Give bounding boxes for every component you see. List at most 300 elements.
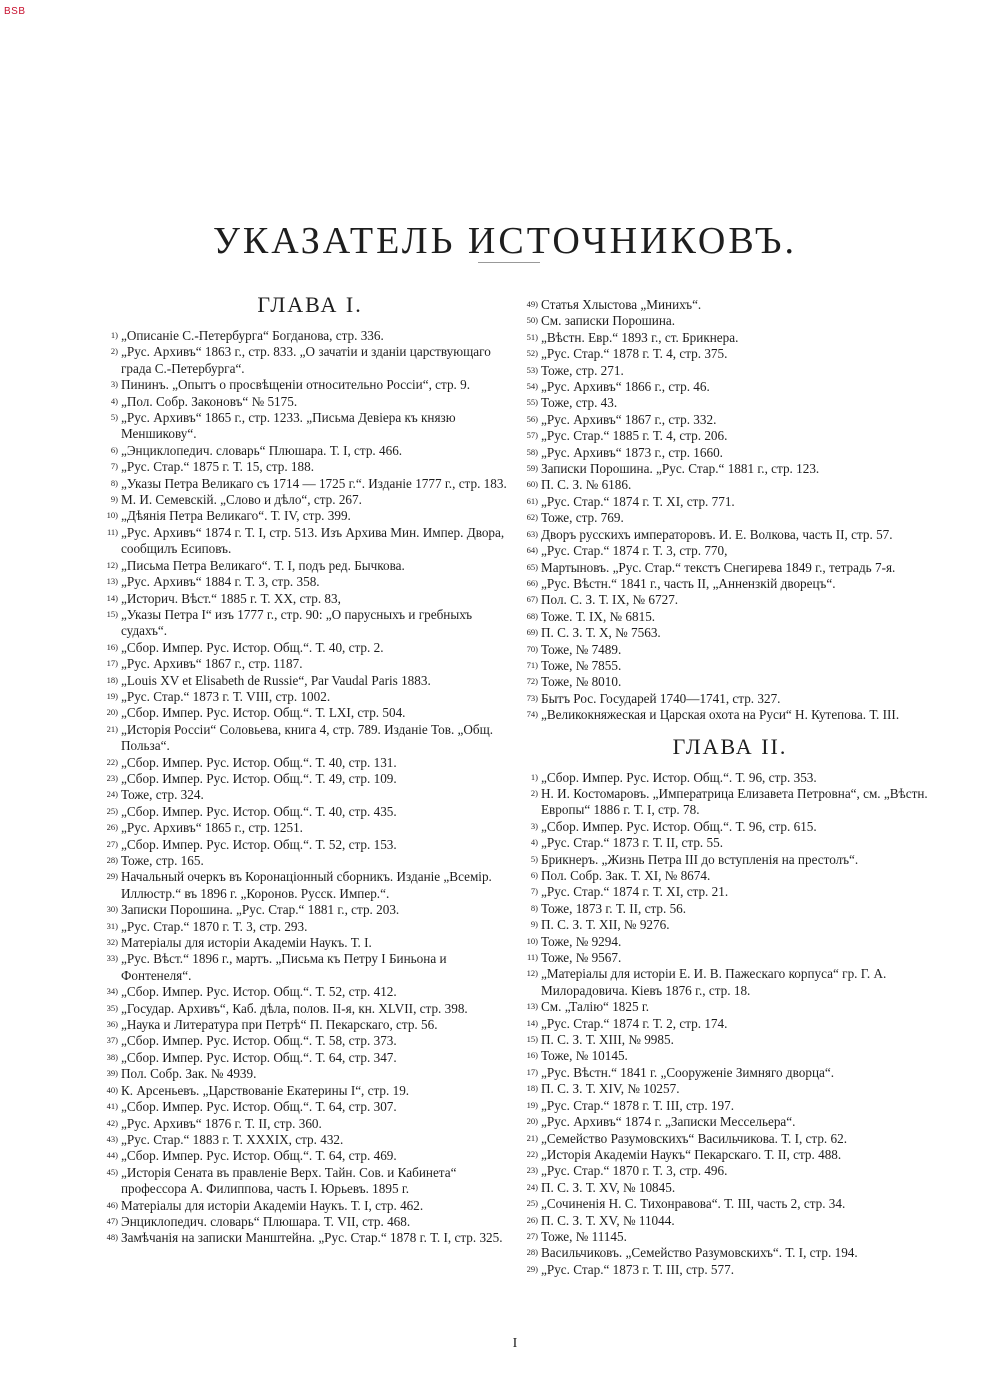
footnote-number: 22): [526, 1148, 538, 1159]
footnote-number: 12): [526, 968, 538, 979]
reference-text: „Louis XV et Elisabeth de Russie“, Par Vaudal Paris 1883.: [121, 672, 431, 688]
reference-entry: [520, 917, 940, 933]
footnote-number: 24): [526, 1181, 538, 1192]
footnote-number: 2): [110, 346, 118, 357]
reference-text: Пол. Собр. Зак. № 4939.: [121, 1066, 257, 1082]
reference-text: П. С. З. № 6186.: [541, 477, 632, 493]
reference-entry: [100, 492, 510, 508]
reference-entry: [100, 1033, 510, 1049]
reference-entry: [520, 1032, 940, 1048]
reference-text: „Рус. Архивъ“ 1876 г. Т. II, стр. 360.: [121, 1115, 322, 1131]
footnote-number: 49): [526, 299, 538, 309]
footnote-number: 25): [526, 1198, 538, 1209]
reference-entry: [100, 1099, 510, 1115]
reference-entry: [520, 770, 940, 786]
reference-entry: [100, 820, 510, 836]
footnote-number: 43): [106, 1133, 118, 1144]
reference-entry: [100, 1198, 510, 1214]
reference-entry: [520, 819, 940, 835]
reference-entry: [100, 1230, 510, 1246]
reference-text: „Рус. Стар.“ 1878 г. Т. III, стр. 197.: [541, 1097, 734, 1113]
reference-entry: [520, 527, 940, 543]
reference-text: „Описаніе С.-Петербурга“ Богданова, стр. 336.: [121, 328, 384, 343]
reference-entry: [100, 525, 510, 558]
reference-entry: [100, 837, 510, 853]
reference-text: Н. И. Костомаровъ. „Императрица Елизавета Петровна“, см. „Вѣстн. Европы“ 1886 г. Т. I, стр. 78.: [541, 785, 928, 818]
reference-entry: [520, 1196, 940, 1212]
reference-entry: [100, 689, 510, 705]
reference-entry: [100, 935, 510, 951]
reference-entry: [520, 412, 940, 428]
reference-text: „Сбор. Импер. Рус. Истор. Общ.“. Т. 40, стр. 435.: [121, 803, 397, 819]
reference-text: П. С. З. Т. X, № 7563.: [541, 625, 661, 641]
footnote-number: 4): [530, 837, 538, 848]
footnote-number: 59): [526, 463, 538, 474]
footnote-number: 6): [110, 444, 118, 455]
reference-entry: [520, 330, 940, 346]
reference-entry: [520, 445, 940, 461]
footnote-number: 57): [526, 430, 538, 441]
chapter-2-entries: [520, 770, 940, 1279]
reference-entry: [100, 1050, 510, 1066]
reference-entry: [100, 656, 510, 672]
footnote-number: 12): [106, 559, 118, 570]
reference-text: „Рус. Стар.“ 1874 г. Т. XI, стр. 21.: [541, 884, 729, 900]
reference-text: Тоже, № 9567.: [541, 950, 622, 966]
reference-entry: [520, 835, 940, 851]
reference-entry: [520, 363, 940, 379]
footnote-number: 7): [110, 461, 118, 472]
footnote-number: 63): [526, 528, 538, 539]
reference-entry: [100, 508, 510, 524]
footnote-number: 61): [526, 495, 538, 506]
reference-text: „Великокняжеская и Царская охота на Руси“ Н. Кутепова. Т. III.: [541, 707, 900, 723]
reference-entry: [100, 1132, 510, 1148]
reference-text: „Рус. Стар.“ 1874 г. Т. 2, стр. 174.: [541, 1015, 728, 1031]
footnote-number: 64): [526, 545, 538, 556]
reference-entry: [520, 884, 940, 900]
footnote-number: 48): [106, 1232, 118, 1243]
chapter-1-entries: [100, 328, 510, 1247]
reference-entry: [520, 1131, 940, 1147]
reference-text: Васильчиковъ. „Семейство Разумовскихъ“. Т. I, стр. 194.: [541, 1245, 858, 1261]
reference-entry: [520, 999, 940, 1015]
footnote-number: 23): [526, 1165, 538, 1176]
reference-text: „Рус. Стар.“ 1885 г. Т. 4, стр. 206.: [541, 428, 728, 444]
reference-entry: [520, 1065, 940, 1081]
reference-entry: [100, 443, 510, 459]
reference-text: П. С. З. Т. XIV, № 10257.: [541, 1081, 680, 1097]
footnote-number: 74): [526, 709, 538, 720]
reference-entry: [520, 477, 940, 493]
reference-entry: [520, 707, 940, 723]
reference-text: „Рус. Вѣст.“ 1896 г., мартъ. „Письма къ Петру I Биньона и Фонтенеля“.: [121, 951, 447, 983]
footnote-number: 17): [106, 658, 118, 669]
reference-text: См. записки Порошина.: [541, 313, 676, 329]
footnote-number: 20): [106, 707, 118, 718]
reference-text: П. С. З. Т. XV, № 10845.: [541, 1179, 676, 1195]
reference-text: „Рус. Стар.“ 1874 г. Т. XI, стр. 771.: [541, 493, 735, 509]
footnote-number: 30): [106, 904, 118, 915]
footnote-number: 2): [530, 787, 538, 798]
reference-entry: [520, 560, 940, 576]
reference-text: См. „Талію“ 1825 г.: [541, 999, 650, 1015]
reference-entry: [520, 642, 940, 658]
reference-text: „Рус. Архивъ“ 1873 г., стр. 1660.: [541, 444, 723, 460]
reference-text: „Письма Петра Великаго“. Т. I, подъ ред. Бычкова.: [121, 557, 405, 573]
reference-text: „Пол. Собр. Законовъ“ № 5175.: [121, 393, 298, 409]
footnote-number: 67): [526, 594, 538, 605]
footnote-number: 72): [526, 676, 538, 687]
reference-text: „Указы Петра I“ изъ 1777 г., стр. 90: „О парусныхъ и гребныхъ судахъ“.: [121, 606, 473, 639]
reference-entry: [520, 1016, 940, 1032]
footnote-number: 10): [106, 510, 118, 521]
reference-text: Матеріалы для исторіи Академіи Наукъ. Т. I, стр. 462.: [121, 1197, 424, 1213]
footnote-number: 9): [530, 919, 538, 930]
reference-text: Матеріалы для исторіи Академіи Наукъ. Т. I.: [121, 935, 372, 951]
footnote-number: 5): [110, 412, 118, 423]
reference-entry: [520, 609, 940, 625]
page-number: I: [512, 1336, 518, 1351]
footnote-number: 52): [526, 348, 538, 359]
reference-entry: [520, 625, 940, 641]
reference-entry: [100, 1148, 510, 1164]
reference-entry: [100, 476, 510, 492]
footnote-number: 25): [106, 805, 118, 816]
reference-text: „Рус. Стар.“ 1870 г. Т. 3, стр. 496.: [541, 1163, 728, 1179]
reference-text: „Семейство Разумовскихъ“ Васильчикова. Т. I, стр. 62.: [541, 1130, 848, 1146]
reference-entry: [520, 576, 940, 592]
footnote-number: 13): [106, 576, 118, 587]
reference-text: К. Арсеньевъ. „Царствованіе Екатерины I“, стр. 19.: [121, 1082, 410, 1098]
reference-entry: [100, 869, 510, 902]
footnote-number: 15): [106, 608, 118, 619]
reference-text: Тоже, стр. 271.: [541, 362, 624, 378]
footnote-number: 29): [526, 1263, 538, 1274]
reference-entry: [100, 755, 510, 771]
reference-entry: [100, 951, 510, 984]
reference-text: „Рус. Стар.“ 1873 г. Т. II, стр. 55.: [541, 835, 724, 851]
reference-text: „Рус. Архивъ“ 1863 г., стр. 833. „О зачатіи и зданіи царствующаго града С.-Петербурга“.: [121, 344, 491, 376]
footnote-number: 36): [106, 1019, 118, 1030]
footnote-number: 28): [526, 1247, 538, 1258]
footnote-number: 56): [526, 413, 538, 424]
footnote-number: 33): [106, 953, 118, 964]
reference-text: „Рус. Архивъ“ 1865 г., стр. 1251.: [121, 820, 303, 836]
footnote-number: 70): [526, 643, 538, 654]
footnote-number: 42): [106, 1117, 118, 1128]
reference-entry: [520, 1262, 940, 1278]
reference-text: „Сбор. Импер. Рус. Истор. Общ.“. Т. 96, стр. 615.: [541, 818, 817, 834]
reference-entry: [520, 786, 940, 819]
footnote-number: 13): [526, 1001, 538, 1012]
footnote-number: 18): [106, 674, 118, 685]
reference-entry: [520, 1147, 940, 1163]
reference-text: „Сбор. Импер. Рус. Истор. Общ.“. Т. 64, стр. 307.: [121, 1099, 397, 1115]
footnote-number: 14): [106, 592, 118, 603]
footnote-number: 1): [530, 771, 538, 782]
reference-text: Мартыновъ. „Рус. Стар.“ текстъ Снегирева 1849 г., тетрадь 7-я.: [541, 559, 896, 575]
footnote-number: 69): [526, 627, 538, 638]
reference-entry: [520, 674, 940, 690]
reference-text: Пининъ. „Опытъ о просвѣщеніи относительно Россіи“, стр. 9.: [121, 377, 471, 393]
reference-entry: [520, 379, 940, 395]
footnote-number: 6): [530, 870, 538, 880]
reference-entry: [520, 428, 940, 444]
reference-text: Тоже, стр. 769.: [541, 510, 624, 526]
reference-entry: [520, 1213, 940, 1229]
footnote-number: 37): [106, 1035, 118, 1046]
reference-text: „Вѣстн. Евр.“ 1893 г., ст. Брикнера.: [541, 329, 739, 345]
reference-entry: [100, 640, 510, 656]
reference-text: „Рус. Стар.“ 1883 г. Т. XXXIX, стр. 432.: [121, 1131, 344, 1147]
reference-entry: [100, 377, 510, 393]
reference-entry: [520, 297, 940, 313]
reference-entry: [100, 722, 510, 755]
reference-text: „Рус. Архивъ“ 1867 г., стр. 332.: [541, 411, 717, 427]
footnote-number: 16): [526, 1050, 538, 1061]
reference-entry: [100, 459, 510, 475]
reference-text: Дворъ русскихъ императоровъ. И. Е. Волкова, часть II, стр. 57.: [541, 526, 893, 542]
footnote-number: 73): [526, 692, 538, 703]
footnote-number: 1): [110, 330, 118, 340]
reference-text: „Историч. Вѣст.“ 1885 г. Т. XX, стр. 83,: [121, 590, 341, 606]
reference-text: „Дѣянія Петра Великаго“. Т. IV, стр. 399.: [121, 508, 351, 524]
reference-text: Записки Порошина. „Рус. Стар.“ 1881 г., стр. 123.: [541, 461, 820, 477]
footnote-number: 35): [106, 1002, 118, 1013]
reference-text: М. И. Семевскій. „Слово и дѣло“, стр. 267.: [121, 492, 362, 508]
reference-text: Тоже, стр. 324.: [121, 787, 204, 803]
reference-text: П. С. З. Т. XII, № 9276.: [541, 917, 670, 933]
footnote-number: 26): [106, 822, 118, 833]
reference-text: „Сочиненія Н. С. Тихонравова“. Т. III, часть 2, стр. 34.: [541, 1196, 846, 1212]
reference-entry: [100, 607, 510, 640]
reference-entry: [520, 852, 940, 868]
footnote-number: 27): [106, 838, 118, 849]
reference-text: „Энциклопедич. словарь“ Плюшара. Т. I, стр. 466.: [121, 442, 403, 458]
reference-text: П. С. З. Т. XIII, № 9985.: [541, 1032, 674, 1048]
footnote-number: 51): [526, 331, 538, 342]
reference-entry: [520, 592, 940, 608]
footnote-number: 8): [530, 902, 538, 913]
reference-entry: [520, 1229, 940, 1245]
footnote-number: 71): [526, 659, 538, 670]
reference-entry: [100, 984, 510, 1000]
footnote-number: 9): [110, 494, 118, 505]
footnote-number: 17): [526, 1066, 538, 1077]
reference-text: „Рус. Архивъ“ 1865 г., стр. 1233. „Письма Девіера къ князю Меншикову“.: [121, 410, 456, 442]
reference-entry: [520, 901, 940, 917]
reference-text: „Рус. Вѣстн.“ 1841 г., часть II, „Аннензкій дворецъ“.: [541, 575, 836, 591]
footnote-number: 23): [106, 772, 118, 783]
reference-entry: [100, 1083, 510, 1099]
reference-text: „Рус. Вѣстн.“ 1841 г. „Сооруженіе Зимняго дворца“.: [541, 1064, 835, 1080]
footnote-number: 18): [526, 1083, 538, 1094]
reference-text: „Исторія Академіи Наукъ“ Пекарскаго. Т. II, стр. 488.: [541, 1146, 842, 1162]
right-column: [520, 297, 940, 1278]
footnote-number: 55): [526, 397, 538, 408]
footnote-number: 24): [106, 789, 118, 800]
footnote-number: 20): [526, 1116, 538, 1127]
reference-text: Пол. Собр. Зак. Т. XI, № 8674.: [541, 868, 711, 883]
footnote-number: 8): [110, 477, 118, 488]
reference-entry: [100, 787, 510, 803]
reference-text: „Рус. Архивъ“ 1884 г. Т. 3, стр. 358.: [121, 574, 320, 590]
footnote-number: 46): [106, 1199, 118, 1210]
reference-entry: [520, 1114, 940, 1130]
chapter-2-heading: ГЛАВА II.: [672, 733, 788, 759]
reference-text: Тоже, стр. 165.: [121, 853, 204, 868]
footnote-number: 21): [526, 1132, 538, 1143]
reference-text: „Сбор. Импер. Рус. Истор. Общ.“. Т. 64, стр. 469.: [121, 1148, 397, 1164]
reference-text: „Рус. Архивъ“ 1874 г. „Записки Мессельера“.: [541, 1114, 796, 1130]
reference-entry: [100, 394, 510, 410]
footnote-number: 15): [526, 1034, 538, 1045]
reference-entry: [520, 658, 940, 674]
reference-text: „Сбор. Импер. Рус. Истор. Общ.“. Т. 96, стр. 353.: [541, 769, 817, 785]
reference-entry: [520, 346, 940, 362]
reference-entry: [100, 771, 510, 787]
reference-text: „Рус. Стар.“ 1873 г. Т. III, стр. 577.: [541, 1261, 734, 1277]
reference-text: „Рус. Архивъ“ 1866 г., стр. 46.: [541, 379, 710, 395]
reference-text: Пол. С. З. Т. IX, № 6727.: [541, 592, 679, 608]
footnote-number: 66): [526, 577, 538, 588]
reference-text: „Рус. Стар.“ 1875 г. Т. 15, стр. 188.: [121, 459, 315, 475]
reference-text: „Сбор. Импер. Рус. Истор. Общ.“. Т. 64, стр. 347.: [121, 1049, 397, 1065]
footnote-number: 11): [106, 526, 118, 537]
reference-text: Замѣчанія на записки Манштейна. „Рус. Стар.“ 1878 г. Т. I, стр. 325.: [121, 1230, 503, 1246]
reference-text: „Указы Петра Великаго съ 1714 — 1725 г.“. Изданіе 1777 г., стр. 183.: [121, 475, 507, 491]
reference-entry: [100, 1066, 510, 1082]
footnote-number: 34): [106, 986, 118, 997]
reference-text: „Исторія Россіи“ Соловьева, книга 4, стр. 789. Изданіе Тов. „Общ. Польза“.: [121, 721, 494, 754]
reference-entry: [520, 494, 940, 510]
reference-entry: [100, 1001, 510, 1017]
footnote-number: 19): [526, 1099, 538, 1110]
reference-entry: [100, 673, 510, 689]
reference-entry: [100, 1165, 510, 1198]
reference-entry: [100, 574, 510, 590]
reference-text: Тоже, 1873 г. Т. II, стр. 56.: [541, 900, 687, 916]
reference-entry: [520, 950, 940, 966]
title-divider: [478, 262, 540, 263]
reference-text: Тоже, № 7489.: [541, 641, 622, 657]
reference-text: „Рус. Архивъ“ 1867 г., стр. 1187.: [121, 656, 303, 672]
footnote-number: 10): [526, 935, 538, 946]
reference-text: Начальный очеркъ въ Коронаціонный сборникъ. Изданіе „Всемір. Иллюстр.“ въ 1896 г. „Коронов. Русск. Импер.“.: [121, 869, 492, 901]
footnote-number: 41): [106, 1101, 118, 1112]
reference-entry: [100, 1214, 510, 1230]
reference-text: Энциклопедич. словарь“ Плюшара. Т. VII, стр. 468.: [121, 1213, 411, 1229]
reference-entry: [520, 1180, 940, 1196]
footnote-number: 60): [526, 479, 538, 490]
footnote-number: 11): [526, 952, 538, 963]
reference-text: Записки Порошина. „Рус. Стар.“ 1881 г., стр. 203.: [121, 902, 400, 918]
reference-entry: [520, 966, 940, 999]
reference-text: „Сбор. Импер. Рус. Истор. Общ.“. Т. 40, стр. 131.: [121, 754, 397, 770]
footnote-number: 32): [106, 937, 118, 948]
reference-text: „Рус. Архивъ“ 1874 г. Т. I, стр. 513. Изъ Архива Мин. Импер. Двора, сообщилъ Есиповъ.: [121, 524, 505, 557]
footnote-number: 22): [106, 756, 118, 767]
reference-text: „Сбор. Импер. Рус. Истор. Общ.“. Т. 58, стр. 373.: [121, 1033, 397, 1049]
footnote-number: 68): [526, 610, 538, 621]
footnote-number: 29): [106, 871, 118, 882]
reference-entry: [100, 902, 510, 918]
reference-entry: [100, 410, 510, 443]
reference-text: Тоже, № 10145.: [541, 1048, 628, 1064]
reference-entry: [100, 853, 510, 869]
reference-text: Статья Хлыстова „Минихъ“.: [541, 297, 702, 312]
footnote-number: 38): [106, 1051, 118, 1062]
footnote-number: 47): [106, 1215, 118, 1226]
footnote-number: 16): [106, 641, 118, 652]
reference-text: „Государ. Архивъ“, Каб. дѣла, полов. II-я, кн. XLVII, стр. 398.: [121, 1000, 468, 1016]
footnote-number: 53): [526, 364, 538, 375]
reference-entry: [520, 1245, 940, 1261]
left-column: [100, 292, 510, 1247]
reference-entry: [100, 1017, 510, 1033]
reference-text: „Наука и Литература при Петрѣ“ П. Пекарскаго, стр. 56.: [121, 1017, 438, 1033]
reference-text: „Рус. Стар.“ 1870 г. Т. 3, стр. 293.: [121, 918, 308, 934]
reference-entry: [520, 934, 940, 950]
footnote-number: 27): [526, 1230, 538, 1241]
reference-text: „Матеріалы для исторіи Е. И. В. Пажескаго корпуса“ гр. Г. А. Милорадовича. Кіевъ 1876 г., стр. 18.: [541, 966, 887, 998]
footnote-number: 50): [526, 315, 538, 326]
footnote-number: 3): [110, 379, 118, 390]
reference-entry: [520, 395, 940, 411]
reference-text: Тоже. Т. IX, № 6815.: [541, 608, 656, 624]
reference-entry: [100, 328, 510, 344]
reference-text: Тоже, стр. 43.: [541, 395, 618, 411]
footnote-number: 65): [526, 561, 538, 572]
chapter-1-continued-entries: [520, 297, 940, 724]
reference-entry: [520, 1048, 940, 1064]
reference-entry: [100, 919, 510, 935]
footnote-number: 40): [106, 1084, 118, 1095]
footnote-number: 19): [106, 690, 118, 701]
footnote-number: 62): [526, 512, 538, 523]
reference-text: Тоже, № 7855.: [541, 657, 622, 673]
footnote-number: 58): [526, 446, 538, 457]
page-title: УКАЗАТЕЛЬ ИСТОЧНИКОВЪ.: [213, 220, 797, 263]
footnote-number: 44): [106, 1150, 118, 1161]
footnote-number: 28): [106, 855, 118, 865]
library-mark: BSB: [4, 6, 26, 17]
reference-entry: [100, 344, 510, 377]
reference-entry: [100, 705, 510, 721]
reference-text: „Рус. Стар.“ 1874 г. Т. 3, стр. 770,: [541, 543, 728, 559]
reference-entry: [520, 691, 940, 707]
footnote-number: 31): [106, 920, 118, 931]
reference-text: Бытъ Рос. Государей 1740—1741, стр. 327.: [541, 690, 781, 706]
footnote-number: 5): [530, 853, 538, 864]
reference-text: „Рус. Стар.“ 1878 г. Т. 4, стр. 375.: [541, 346, 728, 362]
reference-entry: [520, 1098, 940, 1114]
footnote-number: 39): [106, 1068, 118, 1079]
footnote-number: 7): [530, 886, 538, 897]
reference-text: Тоже, № 8010.: [541, 674, 622, 690]
reference-text: Тоже, № 11145.: [541, 1228, 627, 1244]
reference-entry: [520, 461, 940, 477]
footnote-number: 3): [530, 820, 538, 831]
reference-entry: [520, 543, 940, 559]
reference-text: Тоже, № 9294.: [541, 933, 622, 949]
reference-entry: [520, 313, 940, 329]
reference-text: П. С. З. Т. XV, № 11044.: [541, 1212, 675, 1228]
reference-entry: [520, 510, 940, 526]
reference-text: „Исторія Сената въ правленіе Верх. Тайн. Сов. и Кабинета“ профессора А. Филиппова, часть I. Юрьевъ. 1895 г.: [121, 1164, 457, 1197]
reference-entry: [100, 558, 510, 574]
